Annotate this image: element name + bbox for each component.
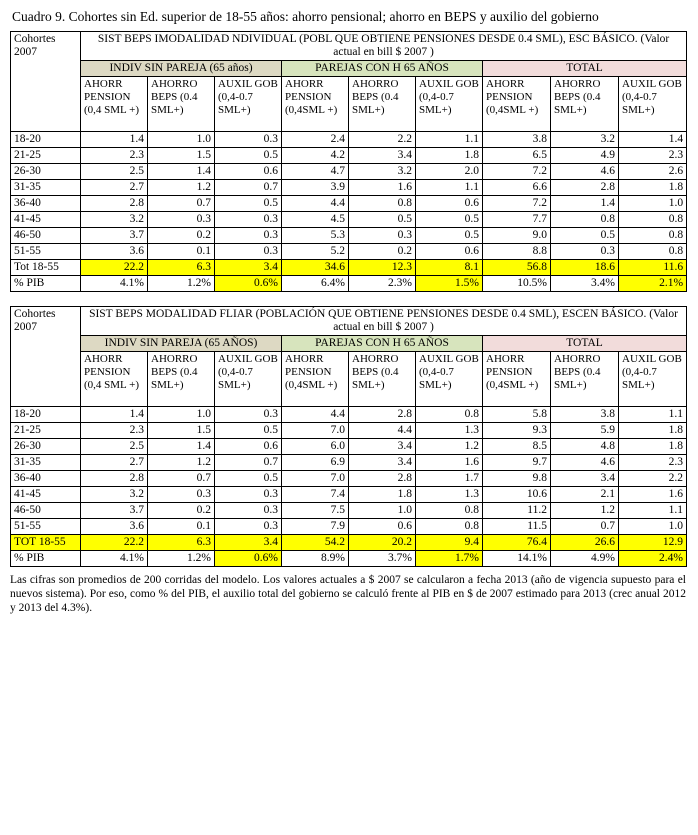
cell: 1.0: [148, 132, 215, 148]
group-header-parejas: PAREJAS CON H 65 AÑOS: [282, 61, 483, 77]
table1-banner: SIST BEPS IMODALIDAD NDIVIDUAL (POBL QUE OBTIENE PENSIONES DESDE 0.4 SML), ESC BÁSICO. (Valor actual en bill $ 2007 ): [81, 32, 687, 61]
cell: 12.9: [619, 535, 687, 551]
cell: 2.8: [349, 471, 416, 487]
cell: 1.2: [551, 503, 619, 519]
group-header-indiv: INDIV SIN PAREJA (65 AÑOS): [81, 336, 282, 352]
cell: 1.2%: [148, 551, 215, 567]
cell: 18.6: [551, 260, 619, 276]
cell: 8.9%: [282, 551, 349, 567]
group-header-total: TOTAL: [483, 61, 687, 77]
cell: 6.0: [282, 439, 349, 455]
column-header: AHORRO BEPS (0.4 SML+): [148, 352, 215, 407]
table-row: [11, 164, 687, 180]
cell: 0.8: [416, 519, 483, 535]
column-header: AHORRO BEPS (0.4 SML+): [148, 77, 215, 132]
cell: 1.3: [416, 423, 483, 439]
cell: 76.4: [483, 535, 551, 551]
total-row: [11, 535, 687, 551]
cell: 1.0: [619, 519, 687, 535]
cohort-label: 18-20: [11, 132, 81, 148]
cell: 7.5: [282, 503, 349, 519]
table-row: [11, 455, 687, 471]
cell: 1.1: [416, 180, 483, 196]
cell: 2.8: [551, 180, 619, 196]
cohort-label: 46-50: [11, 503, 81, 519]
cell: 5.3: [282, 228, 349, 244]
table-row: [11, 307, 687, 336]
column-header: AUXIL GOB (0,4-0.7 SML+): [416, 352, 483, 407]
cell: 2.0: [416, 164, 483, 180]
column-header: AUXIL GOB (0,4-0.7 SML+): [416, 77, 483, 132]
cohort-label: 18-20: [11, 407, 81, 423]
cell: 1.4: [619, 132, 687, 148]
column-header: AHORR PENSION (0,4 SML +): [81, 352, 148, 407]
cohort-label: 51-55: [11, 244, 81, 260]
table-row: [11, 352, 687, 407]
cell: 1.2: [148, 180, 215, 196]
cell: 9.4: [416, 535, 483, 551]
table-row: [11, 32, 687, 61]
table-footnote: Las cifras son promedios de 200 corridas del modelo. Los valores actuales a $ 2007 se calcularon a fecha 2013 (año de vigencia supuesto para el nuevos sistema). Por eso, como % del PIB, el auxilio total del gobierno se calculó frente al PIB en $ de 2007 estimado para 2013 (crec anual 2012 y 2013 del 4.3%).: [10, 574, 686, 614]
cell: 2.3: [81, 423, 148, 439]
cell: 1.5%: [416, 276, 483, 292]
cell: 3.4: [215, 535, 282, 551]
cell: 0.7: [215, 455, 282, 471]
cell: 1.2: [416, 439, 483, 455]
cell: 4.6: [551, 455, 619, 471]
cell: 1.6: [349, 180, 416, 196]
column-header: AHORR PENSION (0,4 SML +): [81, 77, 148, 132]
cohort-label: 26-30: [11, 439, 81, 455]
cell: 3.8: [483, 132, 551, 148]
table-row: [11, 487, 687, 503]
cell: 10.5%: [483, 276, 551, 292]
cohort-label: 21-25: [11, 148, 81, 164]
cell: 7.0: [282, 423, 349, 439]
cell: 0.6: [215, 164, 282, 180]
cell: 1.3: [416, 487, 483, 503]
cell: 0.8: [619, 212, 687, 228]
cell: 1.6: [619, 487, 687, 503]
cell: 7.4: [282, 487, 349, 503]
cell: 0.2: [148, 503, 215, 519]
cell: 1.8: [349, 487, 416, 503]
cell: 6.4%: [282, 276, 349, 292]
cell: 56.8: [483, 260, 551, 276]
group-header-indiv: INDIV SIN PAREJA (65 años): [81, 61, 282, 77]
column-header: AUXIL GOB (0,4-0.7 SML+): [215, 77, 282, 132]
cell: 0.6: [349, 519, 416, 535]
cell: 0.8: [416, 407, 483, 423]
table-familiar-modality: [10, 306, 687, 567]
cohort-label: 36-40: [11, 471, 81, 487]
cell: 3.6: [81, 519, 148, 535]
cell: 54.2: [282, 535, 349, 551]
cell: 2.8: [81, 196, 148, 212]
cell: 1.5: [148, 423, 215, 439]
cell: 5.2: [282, 244, 349, 260]
cell: 0.3: [215, 407, 282, 423]
table-row: [11, 196, 687, 212]
group-header-total: TOTAL: [483, 336, 687, 352]
cell: 2.7: [81, 180, 148, 196]
cell: 0.3: [148, 487, 215, 503]
cell: 1.1: [416, 132, 483, 148]
cell: 9.8: [483, 471, 551, 487]
cell: 2.2: [349, 132, 416, 148]
cell: 2.1: [551, 487, 619, 503]
cell: 1.6: [416, 455, 483, 471]
row-header-label: Cohortes 2007: [11, 32, 81, 132]
cohort-label: 26-30: [11, 164, 81, 180]
cell: 0.8: [349, 196, 416, 212]
cell: 14.1%: [483, 551, 551, 567]
cell: 2.5: [81, 164, 148, 180]
table-row: [11, 228, 687, 244]
cell: 22.2: [81, 260, 148, 276]
cell: 1.4: [551, 196, 619, 212]
cell: 9.3: [483, 423, 551, 439]
cohort-label: 41-45: [11, 212, 81, 228]
cell: 0.2: [148, 228, 215, 244]
column-header: AHORR PENSION (0,4SML +): [483, 77, 551, 132]
cell: 4.9: [551, 148, 619, 164]
cell: 0.7: [551, 519, 619, 535]
cell: 3.8: [551, 407, 619, 423]
cell: 7.7: [483, 212, 551, 228]
cell: 1.2%: [148, 276, 215, 292]
cell: 3.4: [215, 260, 282, 276]
cell: 3.4: [349, 148, 416, 164]
cell: 1.8: [416, 148, 483, 164]
cell: 7.0: [282, 471, 349, 487]
cell: 11.6: [619, 260, 687, 276]
cell: 1.7%: [416, 551, 483, 567]
cell: 5.8: [483, 407, 551, 423]
cell: 4.9%: [551, 551, 619, 567]
cohort-label: 36-40: [11, 196, 81, 212]
cell: 26.6: [551, 535, 619, 551]
cell: 1.0: [148, 407, 215, 423]
cell: 1.5: [148, 148, 215, 164]
table-row: [11, 423, 687, 439]
cell: 4.2: [282, 148, 349, 164]
cell: 9.0: [483, 228, 551, 244]
column-header: AHORRO BEPS (0.4 SML+): [551, 352, 619, 407]
row-header-label: Cohortes 2007: [11, 307, 81, 407]
column-header: AUXIL GOB (0,4-0.7 SML+): [619, 77, 687, 132]
table-row: [11, 61, 687, 77]
cell: 3.4: [349, 455, 416, 471]
cell: 8.1: [416, 260, 483, 276]
table-row: [11, 132, 687, 148]
cell: 0.6: [215, 439, 282, 455]
cell: 2.8: [349, 407, 416, 423]
table-row: [11, 439, 687, 455]
cell: 0.3: [215, 503, 282, 519]
cell: 11.2: [483, 503, 551, 519]
table-row: [11, 471, 687, 487]
pib-row: [11, 551, 687, 567]
cohort-label: 21-25: [11, 423, 81, 439]
cell: 2.4: [282, 132, 349, 148]
cell: 1.8: [619, 439, 687, 455]
cell: 4.1%: [81, 551, 148, 567]
cell: 2.5: [81, 439, 148, 455]
cell: 1.7: [416, 471, 483, 487]
cell: 0.8: [619, 228, 687, 244]
cell: 4.7: [282, 164, 349, 180]
cell: 0.1: [148, 244, 215, 260]
cell: 0.3: [215, 228, 282, 244]
pib-label: % PIB: [11, 551, 81, 567]
cell: 0.3: [349, 228, 416, 244]
cell: 1.1: [619, 407, 687, 423]
cell: 4.4: [282, 196, 349, 212]
cell: 6.3: [148, 535, 215, 551]
cell: 3.6: [81, 244, 148, 260]
cell: 3.4: [349, 439, 416, 455]
cell: 2.3: [619, 148, 687, 164]
cell: 2.8: [81, 471, 148, 487]
cell: 2.7: [81, 455, 148, 471]
cell: 3.2: [81, 212, 148, 228]
table-row: [11, 244, 687, 260]
cell: 6.6: [483, 180, 551, 196]
cell: 2.3: [81, 148, 148, 164]
cell: 7.2: [483, 196, 551, 212]
total-label: TOT 18-55: [11, 535, 81, 551]
column-header: AUXIL GOB (0,4-0.7 SML+): [215, 352, 282, 407]
cell: 0.5: [551, 228, 619, 244]
table-row: [11, 148, 687, 164]
cell: 10.6: [483, 487, 551, 503]
table-row: [11, 407, 687, 423]
cell: 1.0: [619, 196, 687, 212]
cell: 6.5: [483, 148, 551, 164]
cell: 0.3: [215, 132, 282, 148]
group-header-parejas: PAREJAS CON H 65 AÑOS: [282, 336, 483, 352]
cell: 0.6: [416, 196, 483, 212]
cell: 1.8: [619, 423, 687, 439]
column-header: AHORR PENSION (0,4SML +): [483, 352, 551, 407]
cell: 2.4%: [619, 551, 687, 567]
cell: 1.2: [148, 455, 215, 471]
cell: 0.7: [148, 196, 215, 212]
cell: 3.4%: [551, 276, 619, 292]
cell: 2.3: [619, 455, 687, 471]
cohort-label: 51-55: [11, 519, 81, 535]
cell: 0.3: [148, 212, 215, 228]
cell: 4.4: [349, 423, 416, 439]
cell: 11.5: [483, 519, 551, 535]
table-row: [11, 519, 687, 535]
cell: 4.4: [282, 407, 349, 423]
cell: 4.1%: [81, 276, 148, 292]
table-spacer: [10, 292, 688, 306]
cohort-label: 41-45: [11, 487, 81, 503]
column-header: AUXIL GOB (0,4-0.7 SML+): [619, 352, 687, 407]
cell: 0.8: [416, 503, 483, 519]
cell: 0.3: [215, 244, 282, 260]
table-individual-modality: [10, 31, 687, 292]
cell: 0.5: [215, 196, 282, 212]
cell: 4.6: [551, 164, 619, 180]
cell: 22.2: [81, 535, 148, 551]
cell: 3.4: [551, 471, 619, 487]
column-header: AHORRO BEPS (0.4 SML+): [551, 77, 619, 132]
cell: 6.3: [148, 260, 215, 276]
cell: 0.7: [215, 180, 282, 196]
cell: 0.3: [215, 212, 282, 228]
cell: 8.8: [483, 244, 551, 260]
cohort-label: 31-35: [11, 180, 81, 196]
cell: 0.3: [215, 519, 282, 535]
cell: 0.6%: [215, 551, 282, 567]
cell: 1.4: [81, 132, 148, 148]
cell: 0.8: [619, 244, 687, 260]
table2-banner: SIST BEPS MODALIDAD FLIAR (POBLACIÓN QUE OBTIENE PENSIONES DESDE 0.4 SML), ESCEN BÁSICO. (Valor actual en bill $ 2007 ): [81, 307, 687, 336]
cell: 20.2: [349, 535, 416, 551]
cell: 2.3%: [349, 276, 416, 292]
cell: 0.5: [416, 212, 483, 228]
cell: 1.0: [349, 503, 416, 519]
table-row: [11, 503, 687, 519]
cell: 4.8: [551, 439, 619, 455]
column-header: AHORR PENSION (0,4SML +): [282, 77, 349, 132]
cell: 8.5: [483, 439, 551, 455]
cell: 2.1%: [619, 276, 687, 292]
cell: 12.3: [349, 260, 416, 276]
total-label: Tot 18-55: [11, 260, 81, 276]
pib-label: % PIB: [11, 276, 81, 292]
table-row: [11, 180, 687, 196]
table-row: [11, 336, 687, 352]
cell: 0.5: [416, 228, 483, 244]
pib-row: [11, 276, 687, 292]
cell: 0.5: [215, 423, 282, 439]
cell: 9.7: [483, 455, 551, 471]
cell: 4.5: [282, 212, 349, 228]
cell: 0.2: [349, 244, 416, 260]
cell: 1.4: [148, 439, 215, 455]
cell: 0.6%: [215, 276, 282, 292]
cell: 3.7%: [349, 551, 416, 567]
cell: 3.2: [349, 164, 416, 180]
cell: 3.2: [81, 487, 148, 503]
cell: 0.5: [215, 148, 282, 164]
cell: 0.5: [215, 471, 282, 487]
cell: 3.9: [282, 180, 349, 196]
cell: 0.3: [215, 487, 282, 503]
cell: 5.9: [551, 423, 619, 439]
column-header: AHORRO BEPS (0.4 SML+): [349, 77, 416, 132]
cell: 0.1: [148, 519, 215, 535]
cell: 3.2: [551, 132, 619, 148]
total-row: [11, 260, 687, 276]
table-row: [11, 77, 687, 132]
cell: 2.6: [619, 164, 687, 180]
cell: 0.3: [551, 244, 619, 260]
cell: 6.9: [282, 455, 349, 471]
cell: 3.7: [81, 228, 148, 244]
cohort-label: 31-35: [11, 455, 81, 471]
cell: 0.8: [551, 212, 619, 228]
cell: 7.2: [483, 164, 551, 180]
cell: 3.7: [81, 503, 148, 519]
cell: 0.7: [148, 471, 215, 487]
column-header: AHORR PENSION (0,4SML +): [282, 352, 349, 407]
cell: 0.5: [349, 212, 416, 228]
cell: 0.6: [416, 244, 483, 260]
cell: 2.2: [619, 471, 687, 487]
column-header: AHORRO BEPS (0.4 SML+): [349, 352, 416, 407]
cell: 1.4: [81, 407, 148, 423]
cell: 1.1: [619, 503, 687, 519]
cohort-label: 46-50: [11, 228, 81, 244]
cell: 34.6: [282, 260, 349, 276]
table-row: [11, 212, 687, 228]
table-caption: Cuadro 9. Cohortes sin Ed. superior de 18-55 años: ahorro pensional; ahorro en BEPS y auxilio del gobierno: [12, 9, 599, 24]
cell: 7.9: [282, 519, 349, 535]
cell: 1.8: [619, 180, 687, 196]
cell: 1.4: [148, 164, 215, 180]
